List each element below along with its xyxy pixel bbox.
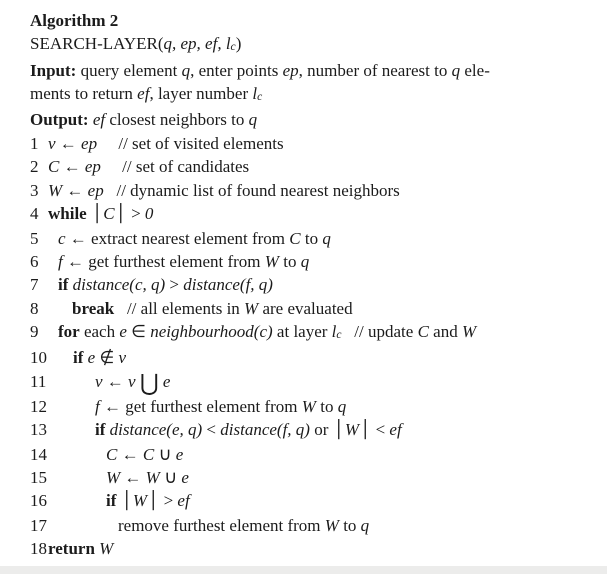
plain-text: , number of nearest to — [298, 60, 452, 80]
math-variable: C — [106, 444, 118, 464]
code-line-16 — [30, 489, 595, 513]
math-variable: neighbourhood(c) — [150, 322, 273, 342]
abs-bar: │ — [91, 204, 103, 225]
math-variable: q — [360, 515, 370, 535]
math-variable: W — [264, 251, 279, 271]
math-variable: distance(e, q) — [109, 420, 203, 440]
math-variable: ep — [282, 60, 299, 80]
math-variable: q — [337, 396, 347, 416]
line-content — [48, 273, 595, 296]
line-number: 3 — [30, 180, 39, 200]
math-variable: v — [118, 348, 127, 368]
code-line-13 — [30, 418, 595, 442]
absolute-value-expression — [91, 204, 127, 223]
line-number: 14 — [30, 444, 47, 464]
plain-text: < — [202, 420, 221, 440]
math-variable: l — [252, 84, 258, 104]
plain-text: ← — [59, 157, 85, 177]
math-variable: c — [58, 228, 66, 248]
plain-text: // set of candidates — [100, 157, 250, 177]
plain-text: , layer number — [149, 84, 253, 104]
math-variable: 0 — [144, 204, 154, 224]
keyword-text: if — [73, 348, 88, 368]
code-line-14 — [30, 443, 595, 466]
code-line-5 — [30, 227, 595, 250]
line-content — [48, 179, 595, 202]
plain-text: ) — [235, 34, 242, 54]
code-line-15 — [30, 466, 595, 489]
keyword-text: if — [95, 420, 110, 440]
plain-text: // all elements in — [114, 298, 245, 318]
math-variable: C — [48, 157, 60, 177]
keyword-text: break — [72, 298, 115, 318]
math-variable: W — [461, 322, 477, 342]
math-variable: q — [248, 110, 258, 130]
math-variable: C — [103, 204, 115, 224]
math-variable: ef — [137, 84, 150, 104]
math-variable: q — [181, 60, 191, 80]
line-number: 1 — [30, 133, 39, 153]
math-variable: e — [162, 371, 171, 391]
line-content — [48, 537, 595, 560]
line-content — [48, 489, 595, 513]
abs-bar: │ — [121, 491, 132, 512]
math-variable: W — [48, 180, 63, 200]
plain-text: , enter points — [190, 60, 283, 80]
code-line-7 — [30, 273, 595, 296]
line-number: 6 — [30, 251, 39, 271]
plain-text: or — [309, 420, 333, 440]
math-variable: ep — [84, 157, 101, 177]
plain-text: query element — [76, 60, 182, 80]
code-line-4 — [30, 202, 595, 226]
line-number: 2 — [30, 157, 39, 177]
plain-text: each — [79, 322, 120, 342]
algorithm-pseudocode — [30, 132, 595, 561]
plain-text: > — [165, 275, 184, 295]
keyword-text: if — [58, 275, 73, 295]
math-variable: v — [95, 371, 103, 391]
abs-bar: │ — [148, 491, 159, 512]
math-variable: q — [322, 228, 331, 248]
math-variable: distance(f, q) — [220, 420, 310, 440]
math-variable: f — [58, 251, 63, 271]
plain-text: ← get furthest element from — [62, 251, 265, 271]
plain-text: ← extract nearest element from — [65, 228, 290, 248]
code-line-1 — [30, 132, 595, 155]
math-variable: W — [106, 467, 121, 487]
abs-bar: │ — [333, 420, 344, 441]
plain-text: SEARCH-LAYER( — [30, 34, 164, 54]
math-variable: W — [132, 491, 148, 511]
line-number: 18 — [30, 539, 47, 559]
code-line-8 — [30, 297, 595, 320]
line-number: 11 — [30, 371, 47, 391]
plain-text: ← — [62, 180, 88, 200]
plain-text: at layer — [272, 322, 332, 342]
keyword-text: Output: — [30, 110, 89, 130]
math-variable: W — [344, 420, 360, 440]
plain-text: ← — [120, 467, 146, 487]
math-variable: ep — [87, 180, 104, 200]
plain-text: ← — [117, 444, 143, 464]
input-line-1 — [30, 59, 595, 82]
line-number: 4 — [30, 204, 39, 224]
plain-text: // dynamic list of found nearest neighbors — [103, 180, 400, 200]
line-content — [48, 418, 595, 442]
math-variable: ep — [81, 133, 98, 153]
math-variable: q, ep, ef, l — [163, 34, 231, 54]
plain-text: > — [126, 204, 145, 224]
math-variable: W — [324, 515, 339, 535]
math-variable: f — [95, 396, 100, 416]
algorithm-header — [30, 9, 595, 132]
plain-text: < — [371, 420, 390, 440]
line-content — [48, 202, 595, 226]
math-variable: ef — [177, 491, 190, 511]
plain-text: > — [159, 491, 178, 511]
absolute-value-expression — [121, 491, 160, 510]
line-content — [48, 466, 595, 489]
math-variable: q — [300, 251, 310, 271]
plain-text: closest neighbors to — [105, 110, 249, 130]
input-line-2 — [30, 82, 595, 108]
math-variable: W — [99, 539, 114, 559]
line-number: 7 — [30, 275, 39, 295]
abs-bar: │ — [360, 420, 371, 441]
math-variable: W — [301, 396, 316, 416]
line-content — [48, 227, 595, 250]
plain-text: ← — [55, 133, 82, 153]
line-content — [48, 155, 595, 178]
math-variable: e — [119, 322, 127, 342]
math-variable: C — [417, 322, 429, 342]
code-line-3 — [30, 179, 595, 202]
code-line-10 — [30, 346, 595, 369]
line-number: 8 — [30, 298, 39, 318]
line-content — [48, 320, 595, 346]
line-content — [48, 514, 595, 537]
algorithm-block — [30, 9, 595, 561]
plain-text: are evaluated — [258, 298, 353, 318]
math-variable: W — [244, 298, 259, 318]
math-variable: W — [145, 467, 160, 487]
math-variable: e — [87, 348, 96, 368]
code-line-6 — [30, 250, 595, 273]
algorithm-signature — [30, 32, 595, 58]
plain-text: to — [315, 396, 338, 416]
math-variable: distance(c, q) — [72, 275, 166, 295]
code-line-11 — [30, 370, 595, 395]
bottom-divider-bar — [0, 566, 607, 574]
subscript-text: c — [336, 328, 342, 342]
math-variable: C — [289, 228, 301, 248]
line-content — [48, 443, 595, 466]
union-operator: ⋃ — [139, 370, 159, 396]
math-variable: v — [128, 371, 136, 391]
subscript-text: c — [257, 90, 263, 104]
code-line-9 — [30, 320, 595, 346]
line-content — [48, 297, 595, 320]
plain-text: ← get furthest element from — [99, 396, 302, 416]
math-variable: ef — [92, 110, 106, 130]
math-variable: C — [142, 444, 155, 464]
plain-text: ments to return — [30, 84, 138, 104]
line-number: 10 — [30, 348, 47, 368]
math-variable: ef — [389, 420, 402, 440]
plain-text: ele- — [460, 60, 490, 80]
line-number: 12 — [30, 396, 47, 416]
line-number: 16 — [30, 491, 47, 511]
math-variable: q — [451, 60, 461, 80]
code-line-12 — [30, 395, 595, 418]
code-line-2 — [30, 155, 595, 178]
line-number: 9 — [30, 322, 39, 342]
line-content — [48, 395, 595, 418]
plain-text: remove furthest element from — [118, 515, 325, 535]
keyword-text: while — [48, 204, 91, 224]
plain-text: ← — [102, 371, 129, 391]
math-variable: e — [175, 444, 184, 464]
math-variable: e — [181, 467, 189, 487]
algorithm-title — [30, 9, 595, 32]
subscript-text: c — [230, 40, 236, 54]
line-content — [48, 370, 595, 395]
line-number: 15 — [30, 467, 47, 487]
plain-text: and — [428, 322, 462, 342]
keyword-text: Input: — [30, 60, 77, 80]
code-line-18 — [30, 537, 595, 560]
line-number: 13 — [30, 420, 47, 440]
code-line-17 — [30, 514, 595, 537]
line-content — [48, 132, 595, 155]
math-variable: v — [48, 133, 56, 153]
union-operator: ∪ — [158, 443, 172, 464]
plain-text: ∈ — [126, 322, 151, 342]
absolute-value-expression — [333, 420, 372, 439]
abs-bar: │ — [115, 204, 126, 225]
plain-text: to — [300, 228, 323, 248]
plain-text: to — [338, 515, 361, 535]
plain-text: to — [278, 251, 301, 271]
plain-text: // update — [341, 322, 418, 342]
keyword-text: if — [106, 491, 121, 511]
math-variable: l — [331, 322, 337, 342]
line-number: 5 — [30, 228, 39, 248]
keyword-text: Algorithm 2 — [30, 11, 119, 30]
plain-text: ∉ — [95, 348, 119, 368]
line-content — [48, 346, 595, 369]
union-operator: ∪ — [164, 466, 178, 487]
output-line — [30, 108, 595, 131]
line-content — [48, 250, 595, 273]
plain-text: // set of visited elements — [97, 133, 284, 153]
keyword-text: return — [48, 539, 100, 559]
math-variable: distance(f, q) — [183, 275, 273, 295]
keyword-text: for — [58, 322, 80, 342]
line-number: 17 — [30, 515, 47, 535]
